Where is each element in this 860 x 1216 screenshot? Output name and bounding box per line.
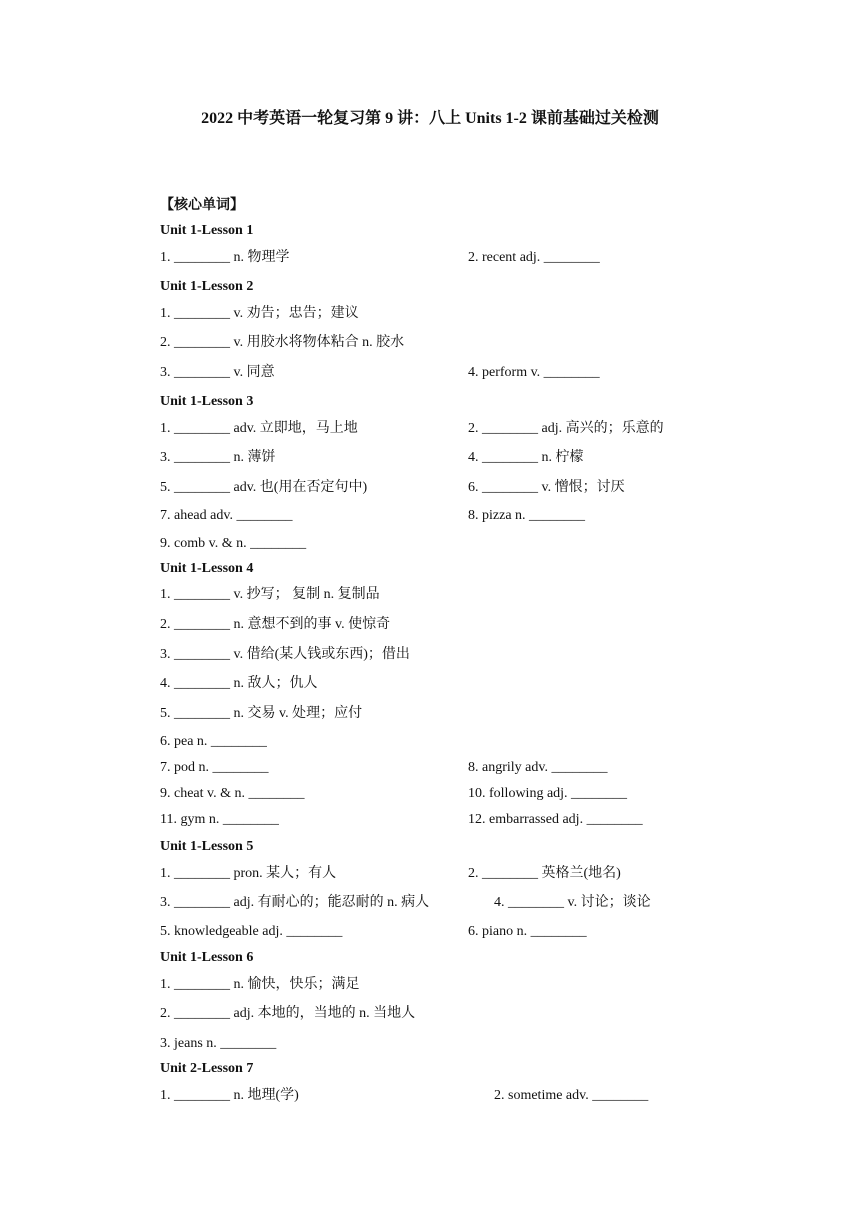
unit-heading: Unit 2-Lesson 7 (160, 1061, 254, 1076)
vocab-item-right: 8. pizza n. ________ (468, 508, 586, 523)
vocab-item-left: 3. jeans n. ________ (160, 1036, 277, 1051)
unit-heading: Unit 1-Lesson 1 (160, 223, 254, 238)
vocab-item-right: 8. angrily adv. ________ (468, 760, 608, 775)
vocab-item-left: 1. ________ adv. 立即地，马上地 (160, 421, 358, 436)
vocab-item-right: 12. embarrassed adj. ________ (468, 812, 643, 827)
vocab-item-left: 2. ________ v. 用胶水将物体粘合 n. 胶水 (160, 335, 405, 350)
vocab-item-left: 7. ahead adv. ________ (160, 508, 293, 523)
vocab-item-right: 6. ________ v. 憎恨；讨厌 (468, 480, 625, 495)
vocab-item-left: 1. ________ n. 物理学 (160, 250, 290, 265)
vocab-item-left: 11. gym n. ________ (160, 812, 279, 827)
vocab-item-left: 3. ________ v. 借给(某人钱或东西)；借出 (160, 647, 410, 662)
vocab-item-left: 3. ________ adj. 有耐心的；能忍耐的 n. 病人 (160, 895, 430, 910)
vocab-item-left: 6. pea n. ________ (160, 734, 267, 749)
vocab-item-left: 1. ________ n. 愉快，快乐；满足 (160, 977, 360, 992)
vocab-item-left: 9. comb v. & n. ________ (160, 536, 307, 551)
vocab-item-left: 5. knowledgeable adj. ________ (160, 924, 343, 939)
vocab-item-left: 2. ________ n. 意想不到的事 v. 使惊奇 (160, 617, 391, 632)
vocab-item-left: 7. pod n. ________ (160, 760, 269, 775)
vocab-item-left: 4. ________ n. 敌人；仇人 (160, 676, 318, 691)
unit-heading: Unit 1-Lesson 5 (160, 839, 254, 854)
vocab-item-right: 2. sometime adv. ________ (494, 1088, 649, 1103)
vocab-item-right: 6. piano n. ________ (468, 924, 587, 939)
vocab-item-left: 1. ________ n. 地理(学) (160, 1088, 299, 1103)
vocab-item-right: 4. ________ n. 柠檬 (468, 450, 584, 465)
vocab-item-left: 5. ________ n. 交易 v. 处理；应付 (160, 706, 363, 721)
vocab-item-right: 2. ________ adj. 高兴的；乐意的 (468, 421, 664, 436)
section-heading: 【核心单词】 (160, 198, 244, 213)
unit-heading: Unit 1-Lesson 3 (160, 394, 254, 409)
vocab-item-left: 3. ________ v. 同意 (160, 365, 275, 380)
vocab-item-left: 9. cheat v. & n. ________ (160, 786, 305, 801)
vocab-item-left: 5. ________ adv. 也(用在否定句中) (160, 480, 368, 495)
page-title: 2022 中考英语一轮复习第 9 讲：八上 Units 1-2 课前基础过关检测 (201, 110, 659, 127)
vocab-item-right: 4. perform v. ________ (468, 365, 600, 380)
vocab-item-right: 2. ________ 英格兰(地名) (468, 866, 621, 881)
unit-heading: Unit 1-Lesson 4 (160, 561, 254, 576)
unit-heading: Unit 1-Lesson 6 (160, 950, 254, 965)
vocab-item-right: 10. following adj. ________ (468, 786, 628, 801)
vocab-item-left: 1. ________ v. 劝告；忠告；建议 (160, 306, 359, 321)
vocab-item-left: 1. ________ v. 抄写； 复制 n. 复制品 (160, 587, 380, 602)
vocab-item-left: 3. ________ n. 薄饼 (160, 450, 276, 465)
unit-heading: Unit 1-Lesson 2 (160, 279, 254, 294)
vocab-item-right: 2. recent adj. ________ (468, 250, 600, 265)
vocab-item-right: 4. ________ v. 讨论；谈论 (494, 895, 651, 910)
vocab-item-left: 2. ________ adj. 本地的，当地的 n. 当地人 (160, 1006, 416, 1021)
vocab-item-left: 1. ________ pron. 某人；有人 (160, 866, 337, 881)
